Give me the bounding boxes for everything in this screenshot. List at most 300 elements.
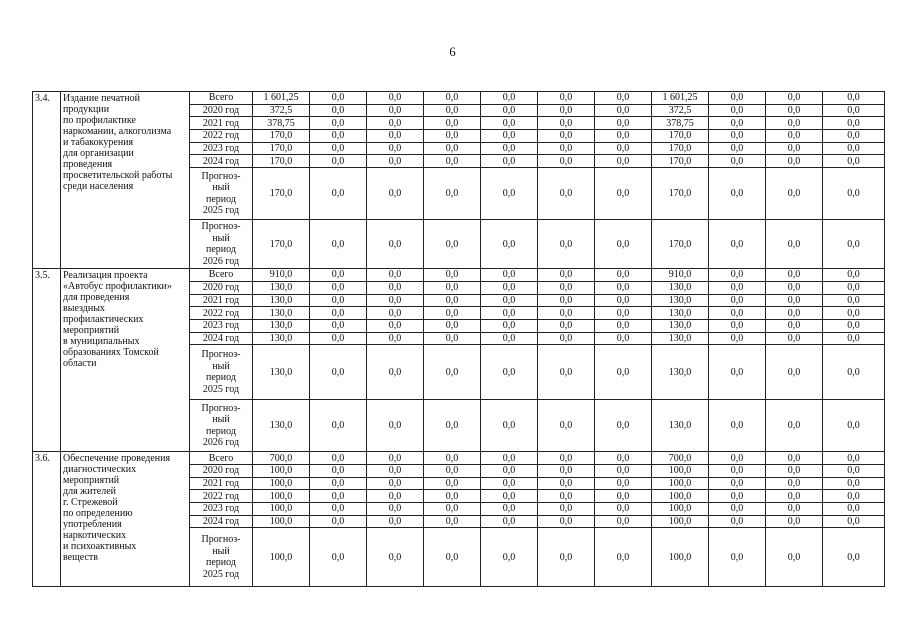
value-cell: 0,0	[310, 452, 367, 465]
value-cell: 0,0	[709, 307, 766, 320]
value-cell: 1 601,25	[253, 92, 310, 105]
value-cell: 0,0	[538, 92, 595, 105]
value-cell: 0,0	[538, 155, 595, 168]
item-number: 3.6.	[33, 452, 61, 587]
value-cell: 0,0	[481, 168, 538, 220]
item-name-line: Обеспечение проведения	[63, 453, 171, 465]
value-cell: 0,0	[424, 400, 481, 452]
value-cell: 0,0	[766, 490, 823, 503]
value-cell: 0,0	[367, 307, 424, 320]
value-cell: 0,0	[310, 104, 367, 117]
value-cell: 0,0	[595, 130, 652, 143]
value-cell: 0,0	[823, 452, 885, 465]
value-cell: 0,0	[538, 452, 595, 465]
value-cell: 0,0	[538, 168, 595, 220]
value-cell: 0,0	[766, 281, 823, 294]
item-name-line: среди населения	[63, 181, 134, 192]
period-label	[190, 168, 253, 220]
value-cell: 0,0	[310, 490, 367, 503]
value-cell: 0,0	[595, 477, 652, 490]
value-cell: 0,0	[766, 220, 823, 269]
value-cell: 0,0	[481, 92, 538, 105]
value-cell: 0,0	[709, 142, 766, 155]
value-cell: 0,0	[310, 155, 367, 168]
value-cell: 170,0	[253, 220, 310, 269]
value-cell: 910,0	[253, 269, 310, 282]
value-cell: 170,0	[652, 155, 709, 168]
period-label-line: 2026 год	[202, 255, 240, 267]
value-cell: 0,0	[538, 477, 595, 490]
period-label	[190, 464, 253, 477]
value-cell: 0,0	[424, 503, 481, 516]
value-cell: 0,0	[481, 503, 538, 516]
period-label	[190, 503, 253, 516]
value-cell: 0,0	[823, 220, 885, 269]
item-name-line: для жителей	[63, 486, 117, 498]
value-cell: 0,0	[766, 104, 823, 117]
value-cell: 0,0	[424, 130, 481, 143]
value-cell: 0,0	[766, 464, 823, 477]
value-cell: 0,0	[367, 220, 424, 269]
item-name-line: для проведения	[63, 292, 130, 304]
period-label-line: 2024 год	[202, 332, 240, 344]
value-cell: 0,0	[595, 319, 652, 332]
value-cell: 0,0	[367, 142, 424, 155]
value-cell: 0,0	[367, 92, 424, 105]
item-name-line: наркотических	[63, 530, 127, 542]
value-cell: 0,0	[766, 528, 823, 587]
value-cell: 0,0	[595, 155, 652, 168]
value-cell: 170,0	[253, 168, 310, 220]
value-cell: 0,0	[823, 130, 885, 143]
period-label-line: период	[206, 557, 236, 569]
value-cell: 1 601,25	[652, 92, 709, 105]
value-cell: 0,0	[709, 104, 766, 117]
value-cell: 0,0	[595, 281, 652, 294]
period-label-line: 2021 год	[202, 294, 240, 306]
period-label-line: 2025 год	[202, 205, 240, 217]
value-cell: 0,0	[595, 345, 652, 400]
value-cell: 0,0	[424, 477, 481, 490]
value-cell: 0,0	[481, 400, 538, 452]
value-cell: 0,0	[367, 117, 424, 130]
item-name-line: по профилактике	[63, 115, 136, 126]
value-cell: 0,0	[538, 281, 595, 294]
value-cell: 0,0	[766, 503, 823, 516]
item-name-line: по определению	[63, 508, 133, 520]
value-cell: 130,0	[652, 281, 709, 294]
period-label	[190, 528, 253, 587]
table-row	[33, 269, 885, 282]
value-cell: 170,0	[253, 155, 310, 168]
value-cell: 130,0	[652, 332, 709, 345]
period-label-line: период	[206, 193, 236, 205]
value-cell: 0,0	[538, 130, 595, 143]
value-cell: 0,0	[481, 452, 538, 465]
value-cell: 0,0	[367, 319, 424, 332]
value-cell: 0,0	[481, 515, 538, 528]
value-cell: 0,0	[595, 490, 652, 503]
value-cell: 0,0	[823, 319, 885, 332]
value-cell: 0,0	[424, 92, 481, 105]
period-label-line: 2023 год	[202, 320, 240, 332]
period-label	[190, 104, 253, 117]
value-cell: 0,0	[310, 294, 367, 307]
period-label-line: 2022 год	[202, 130, 240, 142]
value-cell: 0,0	[823, 490, 885, 503]
value-cell: 0,0	[310, 319, 367, 332]
value-cell: 0,0	[367, 477, 424, 490]
value-cell: 0,0	[310, 515, 367, 528]
value-cell: 0,0	[766, 477, 823, 490]
value-cell: 0,0	[595, 307, 652, 320]
value-cell: 0,0	[424, 452, 481, 465]
period-label	[190, 490, 253, 503]
period-label-line: ный	[212, 360, 230, 372]
value-cell: 0,0	[709, 294, 766, 307]
item-name-line: г. Стрежевой	[63, 497, 118, 509]
value-cell: 0,0	[538, 142, 595, 155]
value-cell: 0,0	[481, 104, 538, 117]
value-cell: 700,0	[253, 452, 310, 465]
period-label	[190, 452, 253, 465]
item-name-line: «Автобус профилактики»	[63, 281, 172, 293]
item-name-line: профилактических	[63, 314, 144, 326]
value-cell: 0,0	[538, 117, 595, 130]
value-cell: 130,0	[652, 294, 709, 307]
value-cell: 0,0	[310, 142, 367, 155]
value-cell: 0,0	[766, 307, 823, 320]
value-cell: 0,0	[823, 307, 885, 320]
value-cell: 0,0	[823, 332, 885, 345]
value-cell: 0,0	[595, 503, 652, 516]
value-cell: 0,0	[823, 477, 885, 490]
period-label	[190, 294, 253, 307]
period-label-line: Прогноз-	[201, 402, 241, 414]
value-cell: 0,0	[709, 464, 766, 477]
value-cell: 0,0	[595, 452, 652, 465]
value-cell: 0,0	[766, 130, 823, 143]
value-cell: 0,0	[367, 515, 424, 528]
value-cell: 0,0	[766, 452, 823, 465]
value-cell: 0,0	[823, 294, 885, 307]
value-cell: 0,0	[709, 117, 766, 130]
value-cell: 0,0	[709, 345, 766, 400]
value-cell: 0,0	[424, 490, 481, 503]
item-number: 3.4.	[33, 92, 61, 269]
period-label	[190, 332, 253, 345]
value-cell: 0,0	[367, 400, 424, 452]
period-label-line: ный	[212, 232, 230, 244]
value-cell: 0,0	[823, 92, 885, 105]
item-name-line: Реализация проекта	[63, 270, 148, 282]
value-cell: 0,0	[823, 168, 885, 220]
period-label-line: Прогноз-	[201, 349, 241, 361]
item-name-line: проведения	[63, 159, 113, 170]
period-label-line: 2024 год	[202, 155, 240, 167]
value-cell: 0,0	[310, 332, 367, 345]
value-cell: 0,0	[424, 515, 481, 528]
value-cell: 0,0	[709, 515, 766, 528]
value-cell: 130,0	[652, 400, 709, 452]
value-cell: 0,0	[709, 319, 766, 332]
value-cell: 0,0	[481, 281, 538, 294]
period-label	[190, 117, 253, 130]
value-cell: 0,0	[766, 319, 823, 332]
value-cell: 0,0	[310, 281, 367, 294]
value-cell: 0,0	[823, 515, 885, 528]
item-name-line: для организации	[63, 148, 134, 159]
period-label-line: ный	[212, 545, 230, 557]
table-row	[33, 92, 885, 105]
value-cell: 170,0	[652, 130, 709, 143]
value-cell: 0,0	[709, 281, 766, 294]
period-label-line: Всего	[208, 452, 234, 464]
period-label-line: 2021 год	[202, 477, 240, 489]
value-cell: 0,0	[709, 477, 766, 490]
value-cell: 0,0	[823, 503, 885, 516]
value-cell: 0,0	[367, 281, 424, 294]
period-label-line: Прогноз-	[201, 534, 241, 546]
value-cell: 0,0	[823, 528, 885, 587]
item-name-line: мероприятий	[63, 325, 120, 337]
value-cell: 0,0	[424, 104, 481, 117]
value-cell: 0,0	[766, 155, 823, 168]
period-label-line: 2024 год	[202, 516, 240, 528]
value-cell: 0,0	[538, 515, 595, 528]
value-cell: 0,0	[766, 515, 823, 528]
value-cell: 0,0	[823, 345, 885, 400]
value-cell: 0,0	[367, 104, 424, 117]
value-cell: 372,5	[253, 104, 310, 117]
value-cell: 0,0	[310, 130, 367, 143]
value-cell: 0,0	[766, 400, 823, 452]
value-cell: 0,0	[538, 503, 595, 516]
item-name	[61, 92, 190, 269]
value-cell: 0,0	[424, 332, 481, 345]
value-cell: 0,0	[367, 503, 424, 516]
period-label	[190, 220, 253, 269]
value-cell: 100,0	[652, 477, 709, 490]
value-cell: 910,0	[652, 269, 709, 282]
period-label-line: ный	[212, 414, 230, 426]
value-cell: 0,0	[310, 400, 367, 452]
value-cell: 0,0	[424, 117, 481, 130]
value-cell: 0,0	[424, 155, 481, 168]
value-cell: 0,0	[538, 269, 595, 282]
value-cell: 0,0	[481, 464, 538, 477]
value-cell: 0,0	[367, 345, 424, 400]
period-label-line: 2023 год	[202, 503, 240, 515]
value-cell: 0,0	[595, 294, 652, 307]
value-cell: 0,0	[367, 168, 424, 220]
period-label-line: период	[206, 372, 236, 384]
value-cell: 0,0	[424, 281, 481, 294]
value-cell: 0,0	[538, 345, 595, 400]
value-cell: 0,0	[310, 117, 367, 130]
value-cell: 100,0	[253, 515, 310, 528]
period-label	[190, 130, 253, 143]
value-cell: 0,0	[595, 515, 652, 528]
value-cell: 130,0	[253, 294, 310, 307]
value-cell: 0,0	[538, 307, 595, 320]
value-cell: 0,0	[709, 130, 766, 143]
value-cell: 130,0	[652, 319, 709, 332]
period-label-line: 2025 год	[202, 568, 240, 580]
period-label-line: 2020 год	[202, 282, 240, 294]
value-cell: 0,0	[709, 155, 766, 168]
period-label-line: 2022 год	[202, 307, 240, 319]
value-cell: 0,0	[595, 269, 652, 282]
value-cell: 0,0	[424, 142, 481, 155]
value-cell: 0,0	[595, 400, 652, 452]
value-cell: 0,0	[424, 294, 481, 307]
value-cell: 0,0	[481, 294, 538, 307]
value-cell: 100,0	[253, 464, 310, 477]
value-cell: 0,0	[766, 92, 823, 105]
period-label-line: 2022 год	[202, 490, 240, 502]
value-cell: 130,0	[652, 345, 709, 400]
value-cell: 0,0	[538, 332, 595, 345]
item-name	[61, 452, 190, 587]
item-name-line: мероприятий	[63, 475, 120, 487]
period-label-line: период	[206, 244, 236, 256]
value-cell: 0,0	[595, 104, 652, 117]
value-cell: 0,0	[709, 503, 766, 516]
value-cell: 0,0	[424, 464, 481, 477]
value-cell: 0,0	[424, 220, 481, 269]
value-cell: 130,0	[253, 319, 310, 332]
value-cell: 0,0	[595, 332, 652, 345]
value-cell: 0,0	[823, 104, 885, 117]
period-label-line: Прогноз-	[201, 170, 241, 182]
period-label	[190, 400, 253, 452]
value-cell: 0,0	[310, 345, 367, 400]
value-cell: 0,0	[709, 528, 766, 587]
value-cell: 0,0	[538, 490, 595, 503]
item-name-line: просветительской работы	[63, 170, 173, 181]
item-name-line: и психоактивных	[63, 541, 137, 553]
period-label-line: 2020 год	[202, 465, 240, 477]
period-label	[190, 477, 253, 490]
period-label-line: 2025 год	[202, 383, 240, 395]
value-cell: 130,0	[652, 307, 709, 320]
value-cell: 0,0	[709, 168, 766, 220]
item-name-line: Издание печатной	[63, 93, 140, 104]
value-cell: 0,0	[481, 319, 538, 332]
budget-table-body	[33, 92, 885, 587]
value-cell: 0,0	[823, 281, 885, 294]
value-cell: 0,0	[595, 464, 652, 477]
value-cell: 378,75	[652, 117, 709, 130]
value-cell: 0,0	[367, 269, 424, 282]
item-name-line: и табакокурения	[63, 137, 134, 148]
value-cell: 0,0	[367, 155, 424, 168]
budget-table	[32, 91, 885, 587]
value-cell: 0,0	[709, 490, 766, 503]
value-cell: 0,0	[310, 477, 367, 490]
period-label-line: Всего	[208, 269, 234, 281]
value-cell: 0,0	[766, 294, 823, 307]
value-cell: 100,0	[652, 503, 709, 516]
period-label-line: 2023 год	[202, 143, 240, 155]
value-cell: 0,0	[310, 269, 367, 282]
period-label	[190, 281, 253, 294]
value-cell: 0,0	[424, 269, 481, 282]
value-cell: 0,0	[823, 464, 885, 477]
period-label-line: ный	[212, 182, 230, 194]
value-cell: 0,0	[538, 104, 595, 117]
table-row	[33, 452, 885, 465]
value-cell: 0,0	[310, 464, 367, 477]
value-cell: 0,0	[424, 528, 481, 587]
period-label	[190, 92, 253, 105]
value-cell: 0,0	[538, 400, 595, 452]
value-cell: 170,0	[652, 142, 709, 155]
value-cell: 0,0	[595, 528, 652, 587]
item-name-line: образованиях Томской	[63, 347, 159, 359]
item-name-line: продукции	[63, 104, 110, 115]
value-cell: 0,0	[595, 117, 652, 130]
value-cell: 0,0	[367, 294, 424, 307]
value-cell: 170,0	[652, 220, 709, 269]
value-cell: 0,0	[424, 319, 481, 332]
page-number: 6	[449, 44, 456, 59]
value-cell: 0,0	[367, 464, 424, 477]
value-cell: 0,0	[595, 142, 652, 155]
value-cell: 0,0	[766, 168, 823, 220]
value-cell: 0,0	[481, 130, 538, 143]
value-cell: 0,0	[709, 332, 766, 345]
value-cell: 0,0	[481, 117, 538, 130]
value-cell: 100,0	[253, 503, 310, 516]
value-cell: 0,0	[310, 92, 367, 105]
item-number: 3.5.	[33, 269, 61, 452]
item-name-line: наркомании, алкоголизма	[63, 126, 172, 137]
item-name-line: диагностических	[63, 464, 137, 476]
value-cell: 0,0	[709, 400, 766, 452]
value-cell: 0,0	[595, 220, 652, 269]
period-label	[190, 142, 253, 155]
value-cell: 0,0	[766, 142, 823, 155]
value-cell: 130,0	[253, 281, 310, 294]
item-name-line: выездных	[63, 303, 105, 315]
value-cell: 0,0	[367, 528, 424, 587]
item-name-line: веществ	[63, 552, 99, 564]
value-cell: 0,0	[823, 117, 885, 130]
value-cell: 0,0	[424, 168, 481, 220]
item-name	[61, 269, 190, 452]
period-label	[190, 155, 253, 168]
value-cell: 100,0	[253, 528, 310, 587]
value-cell: 0,0	[481, 155, 538, 168]
period-label-line: 2021 год	[202, 117, 240, 129]
value-cell: 0,0	[823, 400, 885, 452]
value-cell: 0,0	[481, 332, 538, 345]
value-cell: 0,0	[538, 319, 595, 332]
value-cell: 0,0	[481, 528, 538, 587]
value-cell: 130,0	[253, 332, 310, 345]
value-cell: 0,0	[481, 345, 538, 400]
value-cell: 0,0	[310, 307, 367, 320]
value-cell: 372,5	[652, 104, 709, 117]
value-cell: 0,0	[481, 142, 538, 155]
value-cell: 0,0	[310, 503, 367, 516]
value-cell: 130,0	[253, 400, 310, 452]
value-cell: 0,0	[823, 269, 885, 282]
value-cell: 130,0	[253, 345, 310, 400]
value-cell: 0,0	[595, 92, 652, 105]
